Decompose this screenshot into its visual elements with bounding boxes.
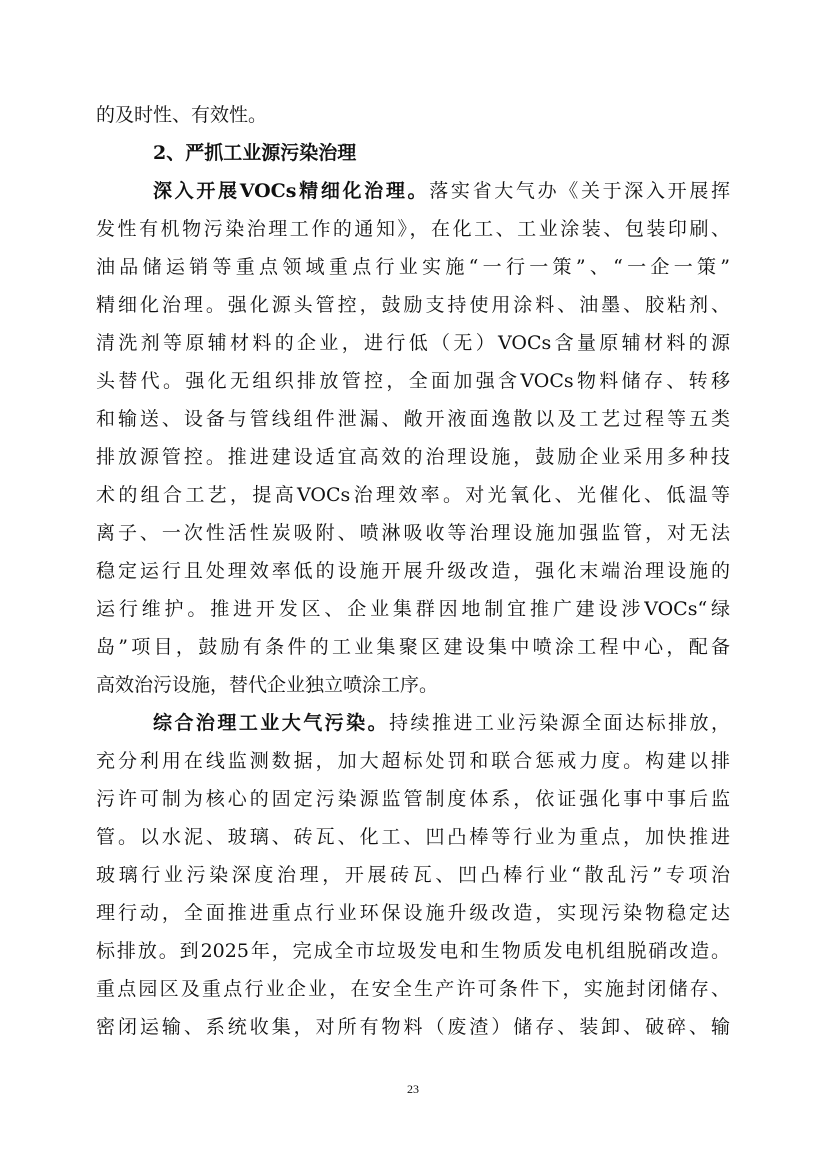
- text-line: 排放源管控。推进建设适宜高效的治理设施，鼓励企业采用多种技: [96, 446, 730, 468]
- text-line: 头替代。强化无组织排放管控，全面加强含VOCs物料储存、转移: [96, 370, 730, 392]
- text-span: 落实省大气办《关于深入开展挥: [429, 180, 730, 202]
- section-heading: 2、严抓工业源污染治理: [153, 142, 357, 164]
- text-line: 清洗剂等原辅材料的企业，进行低（无）VOCs含量原辅材料的源: [96, 332, 730, 354]
- text-line: 岛”项目，鼓励有条件的工业集聚区建设集中喷涂工程中心，配备: [96, 636, 730, 658]
- text-line: 稳定运行且处理效率低的设施开展升级改造，强化末端治理设施的: [96, 560, 730, 582]
- text-line: 玻璃行业污染深度治理，开展砖瓦、凹凸棒行业“散乱污”专项治: [96, 864, 730, 886]
- text-line: 发性有机物污染治理工作的通知》，在化工、工业涂装、包装印刷、: [96, 218, 730, 240]
- paragraph-title: 综合治理工业大气污染。: [153, 712, 390, 734]
- text-line: 和输送、设备与管线组件泄漏、敞开液面逸散以及工艺过程等五类: [96, 408, 730, 430]
- page-number: 23: [407, 1082, 419, 1096]
- paragraph-lead: [96, 172, 730, 210]
- paragraph-title: 深入开展VOCs精细化治理。: [153, 180, 430, 202]
- text-line: 离子、一次性活性炭吸附、喷淋吸收等治理设施加强监管，对无法: [96, 522, 730, 544]
- paragraph-lead: [96, 704, 730, 742]
- text-line: 精细化治理。强化源头管控，鼓励支持使用涂料、油墨、胶粘剂、: [96, 294, 730, 316]
- text-line: 污许可制为核心的固定污染源监管制度体系，依证强化事中事后监: [96, 788, 730, 810]
- text-line: 理行动，全面推进重点行业环保设施升级改造，实现污染物稳定达: [96, 902, 730, 924]
- text-line: 管。以水泥、玻璃、砖瓦、化工、凹凸棒等行业为重点，加快推进: [96, 826, 730, 848]
- text-line: 术的组合工艺，提高VOCs治理效率。对光氧化、光催化、低温等: [96, 484, 730, 506]
- text-line: 高效治污设施，替代企业独立喷涂工序。: [96, 674, 439, 696]
- text-line: 密闭运输、系统收集，对所有物料（废渣）储存、装卸、破碎、输: [96, 1016, 730, 1038]
- text-line: 运行维护。推进开发区、企业集群因地制宜推广建设涉VOCs“绿: [96, 598, 730, 620]
- document-body: [96, 96, 730, 1046]
- text-line: 标排放。到2025年，完成全市垃圾发电和生物质发电机组脱硝改造。: [96, 940, 730, 962]
- text-line: 重点园区及重点行业企业，在安全生产许可条件下，实施封闭储存、: [96, 978, 730, 1000]
- text-span: 持续推进工业污染源全面达标排放，: [389, 712, 730, 734]
- text-line: 充分利用在线监测数据，加大超标处罚和联合惩戒力度。构建以排: [96, 750, 730, 772]
- text-line: 油品储运销等重点领域重点行业实施“一行一策”、“一企一策”: [96, 256, 730, 278]
- text-line: 的及时性、有效性。: [96, 104, 268, 126]
